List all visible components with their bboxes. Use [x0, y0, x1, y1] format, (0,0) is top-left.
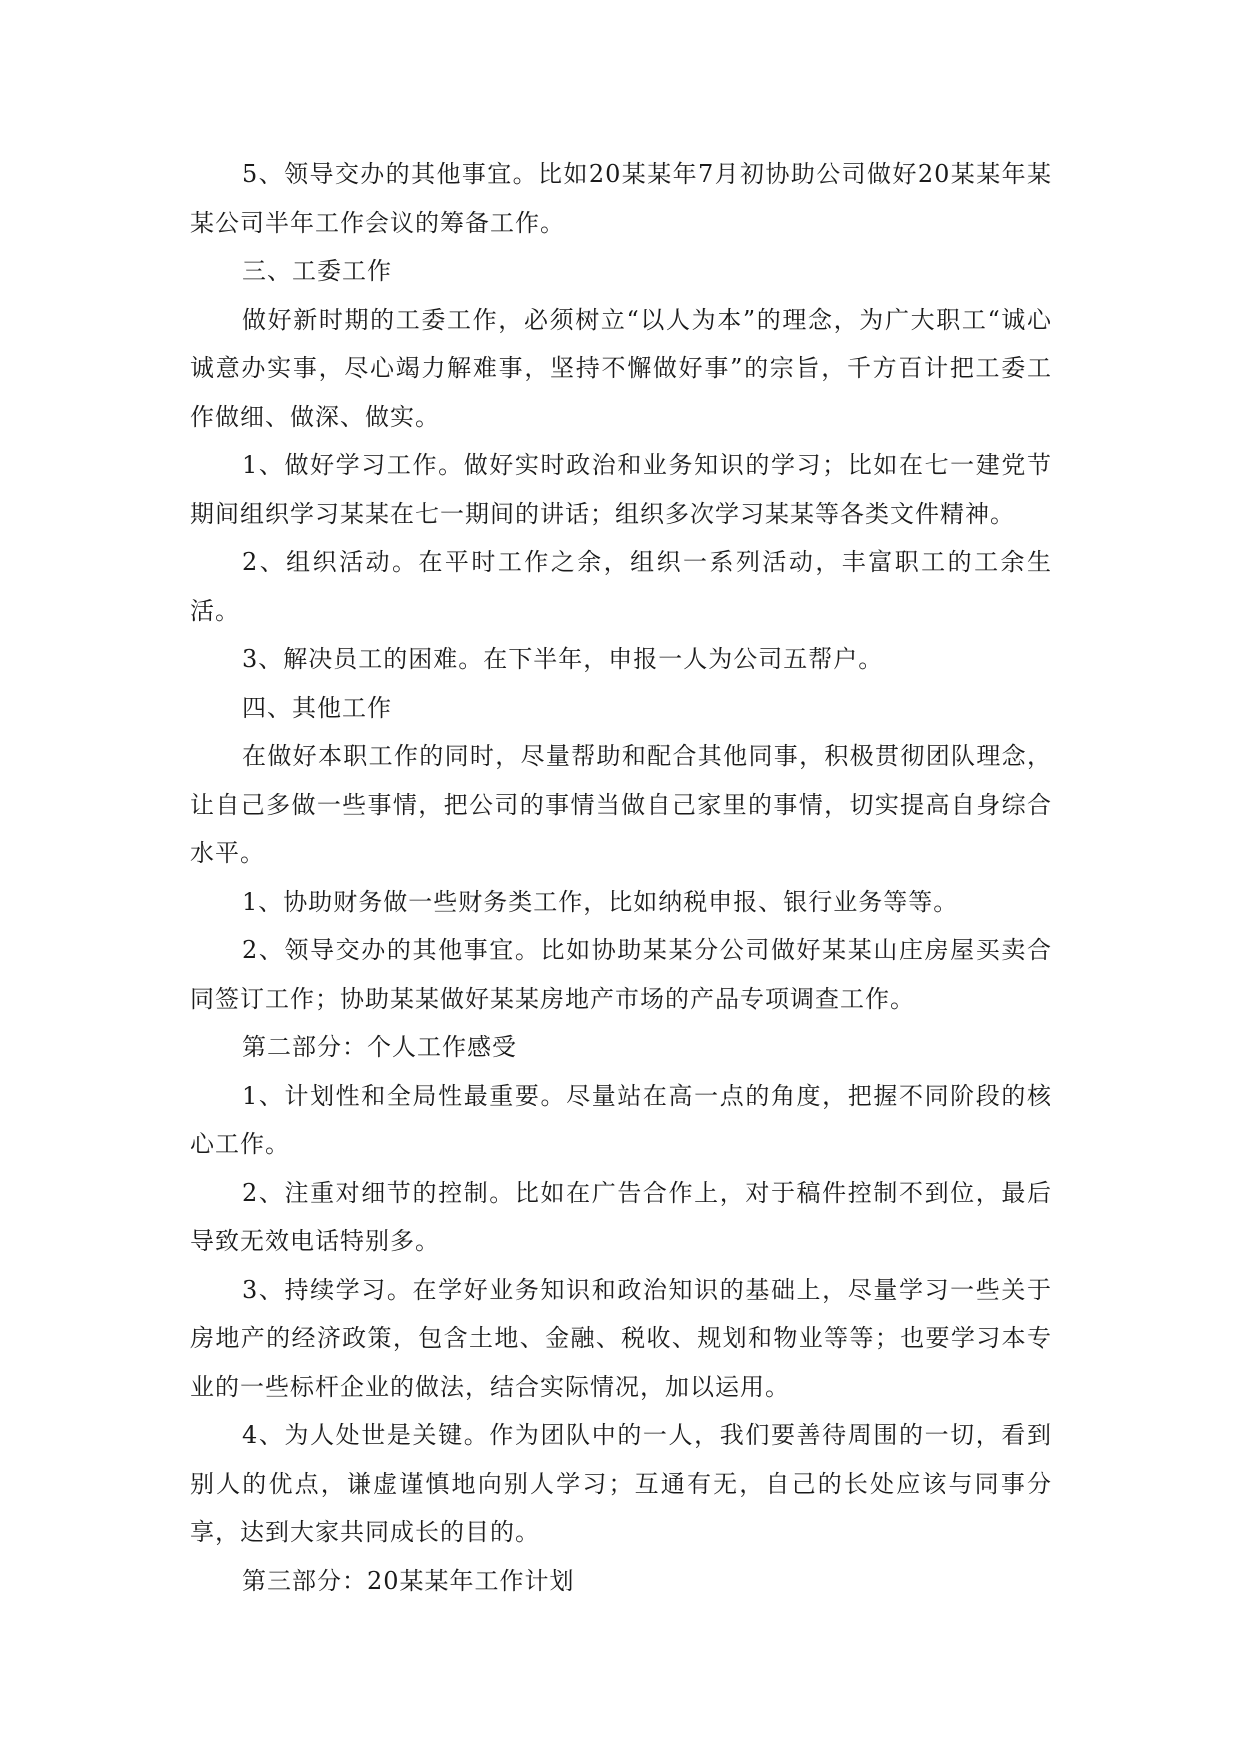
paragraph: 2、组织活动。在平时工作之余，组织一系列活动，丰富职工的工余生活。 — [190, 548, 1052, 625]
document-body — [190, 150, 1052, 1605]
paragraph: 1、计划性和全局性最重要。尽量站在高一点的角度，把握不同阶段的核心工作。 — [190, 1081, 1052, 1158]
paragraph: 1、协助财务做一些财务类工作，比如纳税申报、银行业务等等。 — [242, 887, 959, 916]
paragraph: 2、注重对细节的控制。比如在广告合作上，对于稿件控制不到位，最后导致无效电话特别多。 — [190, 1178, 1052, 1255]
paragraph: 5、领导交办的其他事宜。比如20某某年7月初协助公司做好20某某年某某公司半年工作会议的筹备工作。 — [190, 160, 1052, 237]
paragraph: 1、做好学习工作。做好实时政治和业务知识的学习；比如在七一建党节期间组织学习某某在七一期间的讲话；组织多次学习某某等各类文件精神。 — [190, 451, 1052, 528]
paragraph: 2、领导交办的其他事宜。比如协助某某分公司做好某某山庄房屋买卖合同签订工作；协助某某做好某某房地产市场的产品专项调查工作。 — [190, 936, 1052, 1013]
paragraph: 3、解决员工的困难。在下半年，申报一人为公司五帮户。 — [242, 645, 884, 673]
paragraph: 在做好本职工作的同时，尽量帮助和配合其他同事，积极贯彻团队理念，让自己多做一些事情，把公司的事情当做自己家里的事情，切实提高自身综合水平。 — [190, 742, 1052, 867]
paragraph: 做好新时期的工委工作，必须树立“以人为本”的理念，为广大职工“诚心诚意办实事，尽心竭力解难事，坚持不懈做好事”的宗旨，千方百计把工委工作做细、做深、做实。 — [190, 305, 1052, 431]
part-heading: 第二部分：个人工作感受 — [242, 1033, 517, 1061]
section-heading: 四、其他工作 — [242, 693, 392, 722]
part-heading: 第三部分：20某某年工作计划 — [242, 1566, 575, 1595]
section-heading: 三、工委工作 — [242, 257, 392, 285]
paragraph: 4、为人处世是关键。作为团队中的一人，我们要善待周围的一切，看到别人的优点，谦虚谨慎地向别人学习；互通有无，自己的长处应该与同事分享，达到大家共同成长的目的。 — [190, 1421, 1052, 1546]
paragraph: 3、持续学习。在学好业务知识和政治知识的基础上，尽量学习一些关于房地产的经济政策，包含土地、金融、税收、规划和物业等等；也要学习本专业的一些标杆企业的做法，结合实际情况，加以运用。 — [190, 1275, 1052, 1401]
